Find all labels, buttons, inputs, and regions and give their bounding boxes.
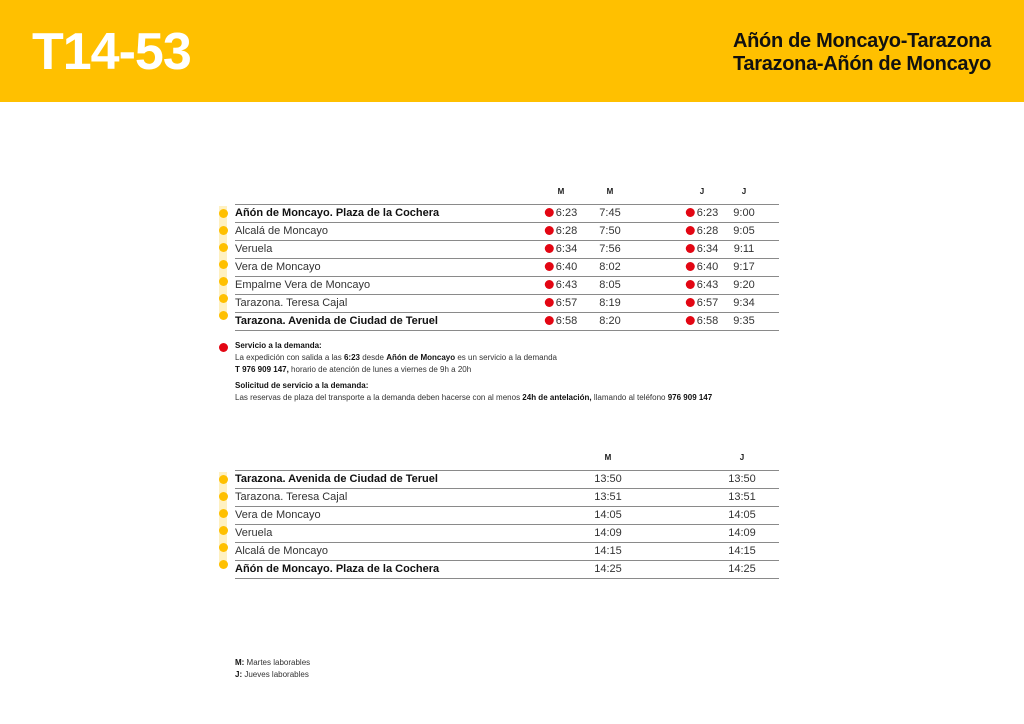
departure-time: 6:58 [545,314,577,328]
departure-time: 13:50 [594,473,622,485]
stop-marker-icon [219,277,228,286]
header-banner [0,0,1024,102]
request-title: Solicitud de servicio a la demanda: [235,381,369,390]
departure-time: 6:40 [686,260,718,274]
departure-time: 9:34 [733,297,755,309]
departure-time: 8:02 [599,261,621,273]
stop-name: Veruela [235,243,273,255]
table-row [235,240,779,258]
route-name-outbound: Añón de Moncayo-Tarazona [732,30,991,52]
column-header: J [699,187,705,196]
on-demand-dot-icon [545,298,554,307]
table-row [235,524,779,542]
stop-marker-icon [219,226,228,235]
stop-name: Tarazona. Teresa Cajal [235,297,348,309]
departure-time: 9:35 [733,315,755,327]
stop-name: Añón de Moncayo. Plaza de la Cochera [235,563,440,575]
timetable-header [235,184,779,204]
table-row [235,542,779,560]
stop-marker-icon [219,311,228,320]
departure-time: 9:17 [733,261,755,273]
departure-time: 14:05 [728,509,756,521]
route-name-return: Tarazona-Añón de Moncayo [732,53,991,75]
legend [235,657,310,681]
stop-name: Tarazona. Avenida de Ciudad de Teruel [235,473,438,485]
on-demand-dot-icon [686,208,695,217]
departure-time: 14:09 [594,527,622,539]
on-demand-phone-line: T 976 909 147, horario de atención de lunes a viernes de 9h a 20h [235,365,472,374]
stop-marker-icon [219,475,228,484]
on-demand-dot-icon [545,226,554,235]
stop-name: Tarazona. Avenida de Ciudad de Teruel [235,315,438,327]
legend-j: J: Jueves laborables [235,670,309,679]
request-phone: 976 909 147 [667,393,713,402]
departure-time: 9:05 [733,225,755,237]
departure-time: 6:23 [545,206,577,220]
departure-time: 7:56 [599,243,621,255]
departure-time: 6:57 [686,296,718,310]
table-row [235,312,779,331]
stop-marker-icon [219,543,228,552]
departure-time: 14:09 [728,527,756,539]
on-demand-notes [235,340,712,404]
stop-marker-icon [219,509,228,518]
on-demand-dot-icon [686,226,695,235]
departure-time: 13:50 [728,473,756,485]
stop-marker-icon [219,560,228,569]
table-row [235,470,779,488]
on-demand-dot-icon [545,280,554,289]
departure-time: 6:28 [686,224,718,238]
stop-name: Vera de Moncayo [235,261,321,273]
stop-name: Añón de Moncayo. Plaza de la Cochera [235,207,440,219]
stop-name: Alcalá de Moncayo [235,545,328,557]
departure-time: 8:20 [599,315,621,327]
on-demand-dot-icon [545,244,554,253]
table-row [235,488,779,506]
departure-time: 14:15 [594,545,622,557]
on-demand-dot-icon [219,343,228,352]
on-demand-dot-icon [686,280,695,289]
route-code: T14-53 [32,23,191,81]
departure-time: 14:25 [594,563,622,575]
departure-time: 6:57 [545,296,577,310]
on-demand-dot-icon [545,316,554,325]
on-demand-text: La expedición con salida a las 6:23 desde Añón de Moncayo es un servicio a la demanda [235,353,557,362]
phone-number: T 976 909 147, [235,365,289,374]
departure-time: 6:23 [686,206,718,220]
on-demand-dot-icon [545,262,554,271]
stop-marker-icon [219,243,228,252]
departure-time: 14:05 [594,509,622,521]
departure-time: 8:19 [599,297,621,309]
on-demand-dot-icon [686,262,695,271]
timetable-header [235,450,779,470]
table-row [235,258,779,276]
departure-time: 9:11 [733,243,755,255]
departure-time: 14:15 [728,545,756,557]
table-row [235,294,779,312]
column-header: J [739,453,745,462]
departure-time: 6:43 [686,278,718,292]
stop-marker-icon [219,209,228,218]
column-header: M [557,187,565,196]
table-row [235,276,779,294]
departure-time: 8:05 [599,279,621,291]
departure-time: 6:34 [545,242,577,256]
departure-time: 13:51 [594,491,622,503]
departure-time: 13:51 [728,491,756,503]
table-row [235,560,779,579]
stop-marker-icon [219,294,228,303]
departure-time: 9:20 [733,279,755,291]
stop-name: Empalme Vera de Moncayo [235,279,371,291]
table-row [235,204,779,222]
on-demand-dot-icon [686,244,695,253]
departure-time: 6:40 [545,260,577,274]
stop-marker-icon [219,492,228,501]
departure-time: 6:34 [686,242,718,256]
stop-name: Veruela [235,527,273,539]
stop-name: Tarazona. Teresa Cajal [235,491,348,503]
timetable-outbound [235,184,779,331]
column-header: J [741,187,747,196]
departure-time: 6:43 [545,278,577,292]
on-demand-dot-icon [686,298,695,307]
timetable-return [235,450,779,579]
departure-time: 7:50 [599,225,621,237]
on-demand-dot-icon [545,208,554,217]
legend-m: M: Martes laborables [235,658,311,667]
stop-name: Vera de Moncayo [235,509,321,521]
departure-time: 7:45 [599,207,621,219]
departure-time: 6:58 [686,314,718,328]
route-names [733,30,991,76]
column-header: M [604,453,612,462]
on-demand-dot-icon [686,316,695,325]
request-text: Las reservas de plaza del transporte a la demanda deben hacerse con al menos 24h de antelación, llamando al teléfono 976 909 147 [235,393,713,402]
departure-time: 14:25 [728,563,756,575]
stop-marker-icon [219,260,228,269]
stop-marker-icon [219,526,228,535]
on-demand-title: Servicio a la demanda: [235,341,322,350]
stop-name: Alcalá de Moncayo [235,225,328,237]
departure-time: 9:00 [733,207,755,219]
table-row [235,222,779,240]
column-header: M [606,187,614,196]
table-row [235,506,779,524]
departure-time: 6:28 [545,224,577,238]
